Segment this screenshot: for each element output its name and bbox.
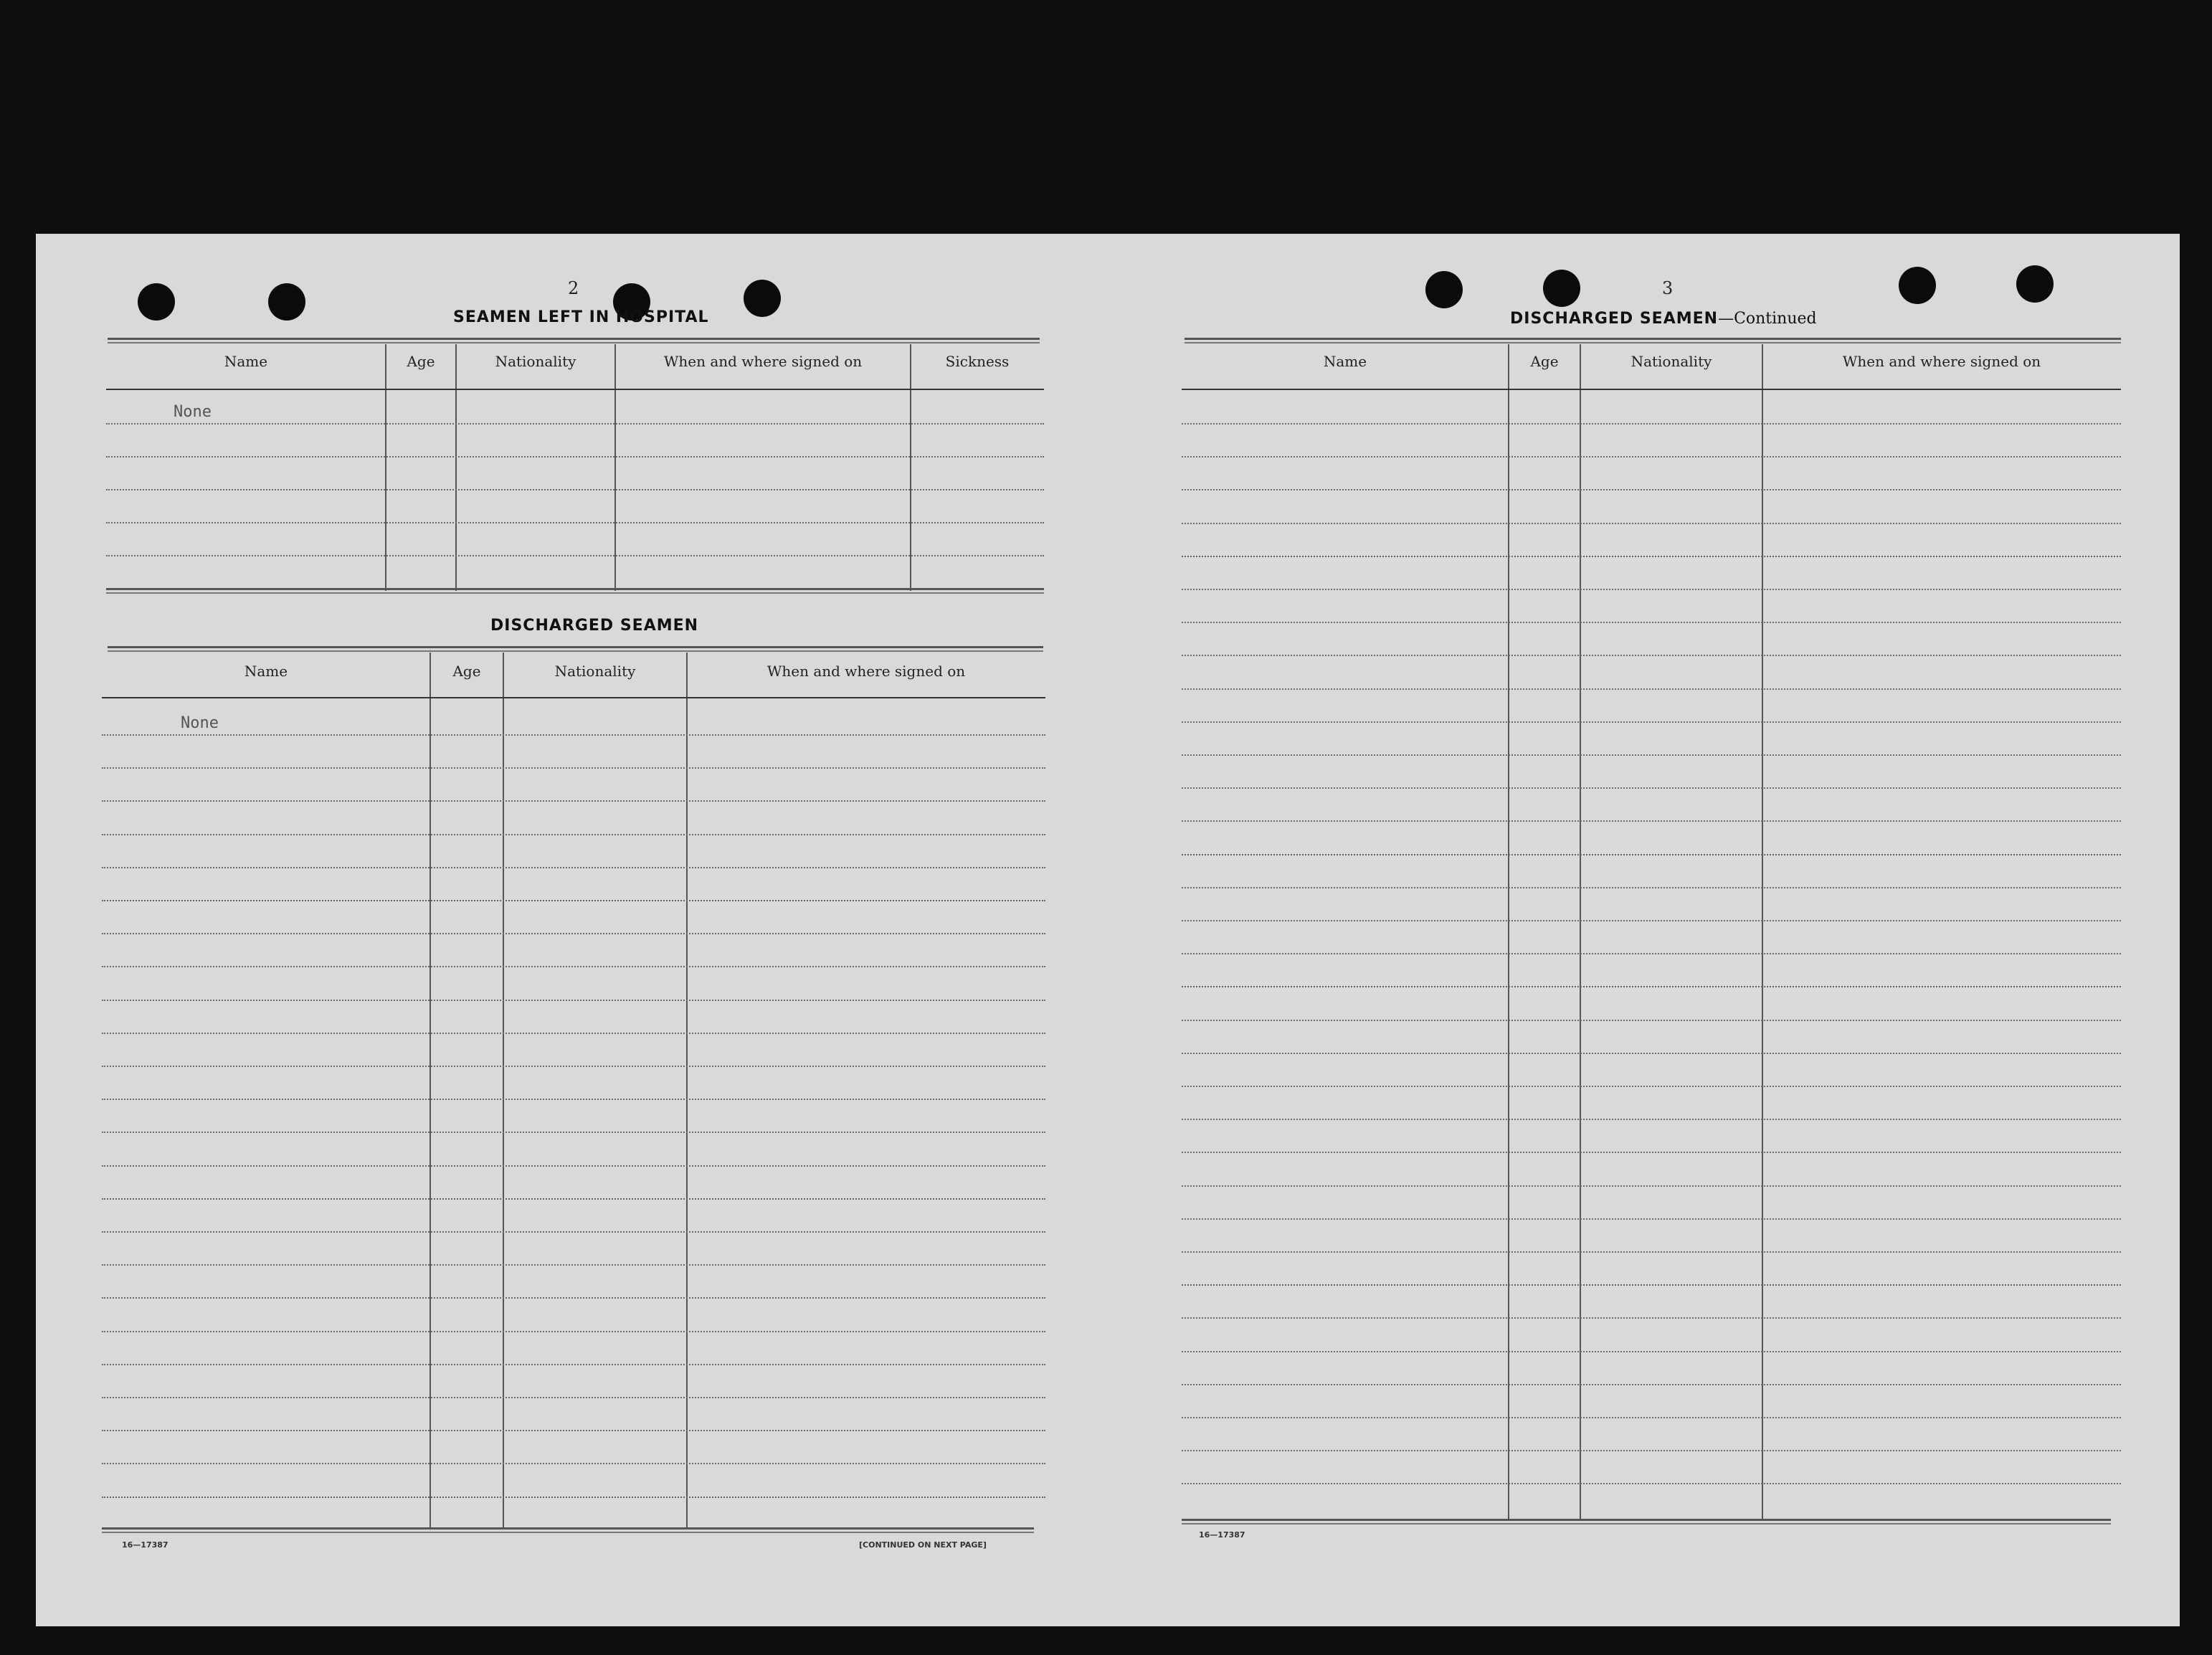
row-rule [1182, 1450, 2121, 1451]
punch-hole [1543, 270, 1580, 307]
row-rule [1182, 1119, 2121, 1120]
row-rule [102, 933, 1045, 934]
title-rule [108, 338, 1040, 343]
row-rule [102, 767, 1045, 769]
row-rule [1182, 456, 2121, 457]
row-rule [102, 1000, 1045, 1001]
discharged-section-title: DISCHARGED SEAMEN [490, 617, 699, 635]
table-bottom-rule [102, 1527, 1034, 1533]
discharged-table [102, 653, 1045, 1531]
row-rule [102, 1198, 1045, 1200]
col-header-nationality: Nationality [495, 353, 576, 370]
row-rule [106, 555, 1044, 556]
row-rule [102, 1033, 1045, 1034]
row-rule [106, 456, 1044, 457]
row-rule [102, 1066, 1045, 1067]
col-header-signed-on: When and where signed on [663, 353, 863, 370]
row-rule [102, 966, 1045, 967]
page-number: 3 [1662, 278, 1674, 298]
row-rule [1182, 920, 2121, 921]
row-rule [102, 1231, 1045, 1233]
col-header-signed-on: When and where signed on [766, 663, 966, 680]
col-header-nationality: Nationality [1630, 353, 1712, 370]
column-divider [1762, 344, 1763, 1520]
col-header-name: Name [1323, 353, 1367, 370]
continued-note: [CONTINUED ON NEXT PAGE] [859, 1540, 987, 1550]
row-rule [1182, 589, 2121, 590]
row-rule [1182, 423, 2121, 425]
row-rule [102, 1297, 1045, 1299]
punch-hole [138, 283, 175, 321]
row-rule [102, 1165, 1045, 1167]
row-rule [1182, 1384, 2121, 1385]
page-number: 2 [568, 278, 579, 298]
row-rule [102, 1099, 1045, 1100]
discharged-continued-table [1182, 344, 2121, 1527]
row-rule [1182, 854, 2121, 855]
punch-hole [1899, 267, 1936, 304]
row-rule [1182, 1218, 2121, 1220]
col-header-age: Age [452, 663, 481, 680]
hospital-section-title: SEAMEN LEFT IN HOSPITAL [453, 308, 709, 326]
row-rule [1182, 489, 2121, 490]
punch-hole [1425, 271, 1463, 308]
row-rule [106, 489, 1044, 490]
row-rule [102, 1364, 1045, 1365]
column-divider [614, 344, 616, 591]
row-rule [1182, 754, 2121, 756]
col-header-name: Name [244, 663, 288, 680]
row-rule [1182, 1417, 2121, 1418]
form-number: 16—17387 [122, 1540, 168, 1550]
row-rule [1182, 622, 2121, 623]
row-rule [102, 1132, 1045, 1133]
punch-hole [744, 280, 781, 317]
row-rule [102, 800, 1045, 802]
title-suffix: —Continued [1718, 310, 1817, 328]
row-rule [102, 1397, 1045, 1398]
column-divider [910, 344, 911, 591]
header-rule [102, 697, 1045, 698]
col-header-age: Age [407, 353, 435, 370]
row-rule [102, 1264, 1045, 1266]
row-rule [1182, 787, 2121, 789]
row-rule [1182, 1053, 2121, 1054]
column-divider [1580, 344, 1581, 1520]
col-header-name: Name [224, 353, 268, 370]
table-bottom-rule [1182, 1519, 2111, 1524]
row-rule [1182, 953, 2121, 954]
row-rule [1182, 556, 2121, 557]
row-rule [1182, 1152, 2121, 1153]
form-number: 16—17387 [1199, 1530, 1245, 1540]
row-rule [1182, 887, 2121, 888]
row-rule [102, 734, 1045, 736]
row-rule [1182, 1317, 2121, 1319]
row-rule [102, 834, 1045, 835]
col-header-nationality: Nationality [554, 663, 636, 680]
row-rule [102, 1331, 1045, 1332]
row-rule [102, 1463, 1045, 1464]
row-rule [1182, 1185, 2121, 1187]
row-rule [1182, 523, 2121, 524]
row-rule [1182, 721, 2121, 723]
row-rule [1182, 820, 2121, 822]
column-divider [1508, 344, 1509, 1520]
col-header-age: Age [1530, 353, 1559, 370]
discharged-entry-name: None [181, 714, 219, 732]
column-divider [455, 344, 457, 591]
row-rule [102, 1430, 1045, 1431]
row-rule [1182, 1483, 2121, 1484]
row-rule [1182, 1351, 2121, 1352]
punch-hole [2016, 265, 2054, 303]
row-rule [106, 423, 1044, 425]
table-bottom-rule [106, 588, 1044, 594]
row-rule [106, 522, 1044, 523]
row-rule [1182, 1284, 2121, 1286]
row-rule [1182, 1020, 2121, 1021]
row-rule [1182, 655, 2121, 656]
row-rule [102, 900, 1045, 901]
col-header-sickness: Sickness [945, 353, 1010, 370]
punch-hole [268, 283, 305, 321]
header-rule [1182, 389, 2121, 390]
row-rule [102, 1497, 1045, 1498]
title-rule [108, 646, 1043, 652]
title-text: DISCHARGED SEAMEN [1510, 310, 1719, 328]
header-rule [106, 389, 1044, 390]
title-rule [1185, 338, 2121, 343]
hospital-entry-name: None [174, 403, 212, 421]
column-divider [385, 344, 386, 591]
row-rule [102, 867, 1045, 868]
row-rule [1182, 688, 2121, 690]
row-rule [1182, 986, 2121, 987]
row-rule [1182, 1251, 2121, 1253]
col-header-signed-on: When and where signed on [1842, 353, 2041, 370]
discharged-continued-title [1510, 310, 1817, 328]
hospital-table [106, 344, 1044, 595]
row-rule [1182, 1086, 2121, 1087]
